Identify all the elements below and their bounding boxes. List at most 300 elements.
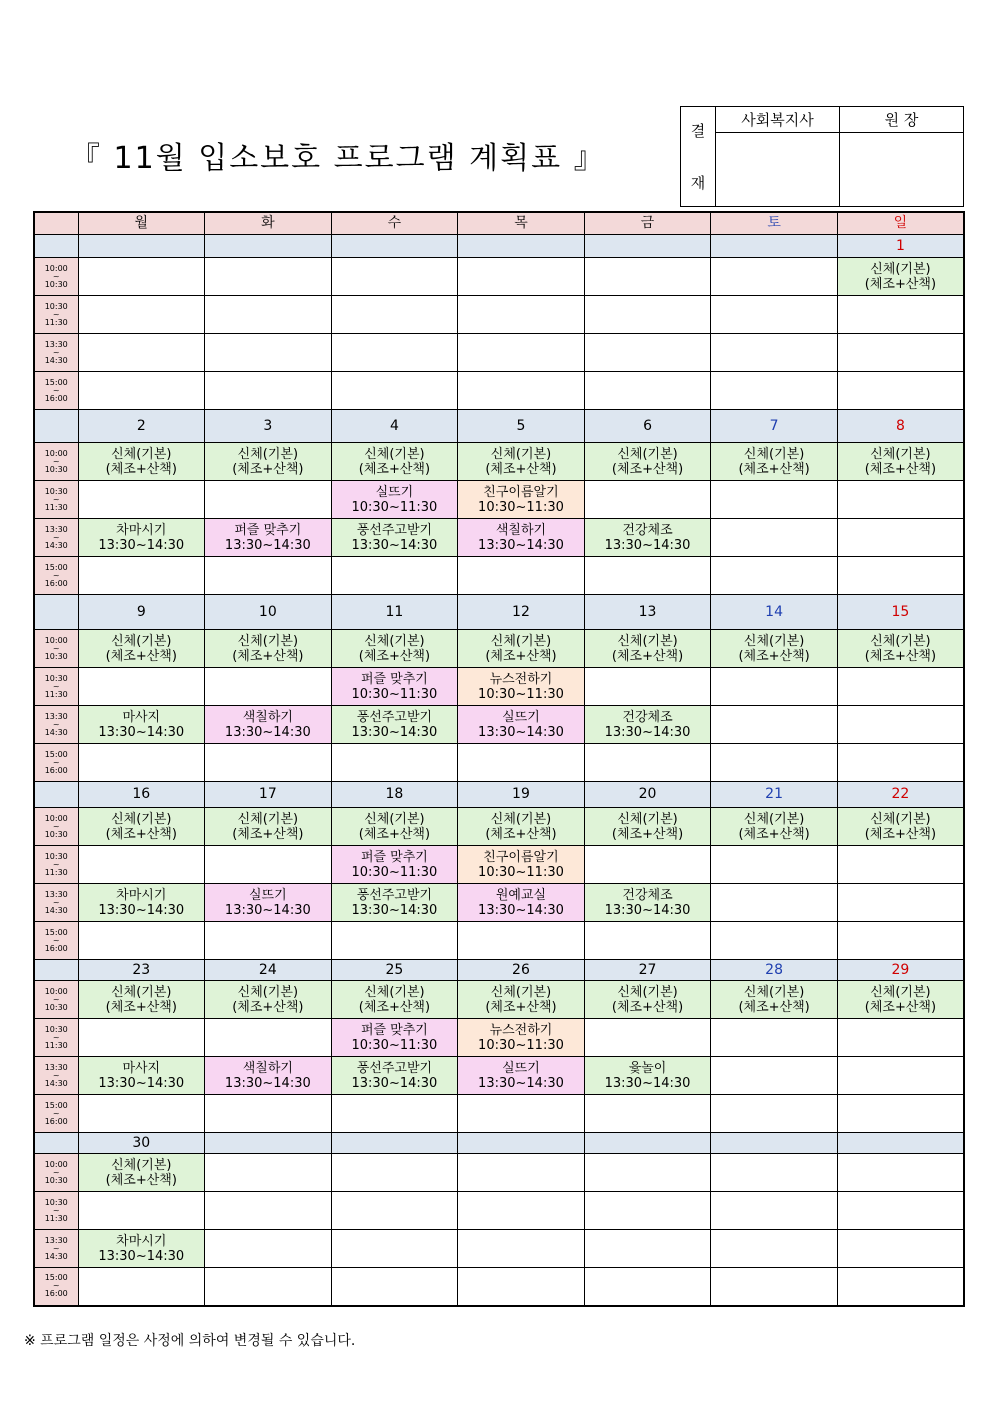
- empty-cell[interactable]: [205, 481, 332, 519]
- empty-cell[interactable]: [331, 296, 458, 334]
- program-cell[interactable]: [458, 1057, 585, 1095]
- empty-cell[interactable]: [331, 1095, 458, 1133]
- program-detail: 13:30~14:30: [351, 724, 438, 740]
- time-slot-label: [34, 1019, 78, 1057]
- time-slot-part: ~: [52, 897, 60, 907]
- time-slot-row: [34, 557, 964, 595]
- empty-cell[interactable]: [78, 557, 205, 595]
- time-slot-part: 10:30: [44, 486, 68, 496]
- empty-cell[interactable]: [78, 258, 205, 296]
- empty-cell[interactable]: [837, 372, 964, 410]
- approval-sign-social-worker[interactable]: [716, 133, 840, 207]
- program-detail: 13:30~14:30: [98, 537, 185, 553]
- empty-cell[interactable]: [584, 296, 711, 334]
- empty-cell[interactable]: [837, 668, 964, 706]
- program-detail: (체조+산책): [864, 648, 937, 664]
- program-cell[interactable]: [711, 808, 838, 846]
- empty-cell[interactable]: [78, 846, 205, 884]
- date-cell: [837, 1133, 964, 1154]
- empty-cell[interactable]: [711, 1192, 838, 1230]
- program-detail: (체조+산책): [864, 999, 937, 1015]
- time-slot-part: 14:30: [44, 727, 68, 737]
- program-cell[interactable]: [711, 981, 838, 1019]
- empty-cell[interactable]: [837, 481, 964, 519]
- time-slot-part: 10:30: [44, 1197, 68, 1207]
- empty-cell[interactable]: [837, 519, 964, 557]
- time-slot-label: [34, 1154, 78, 1192]
- empty-cell[interactable]: [458, 1268, 585, 1306]
- empty-cell[interactable]: [711, 481, 838, 519]
- date-cell: 5: [458, 410, 585, 443]
- date-row: [34, 595, 964, 630]
- time-slot-row: [34, 1019, 964, 1057]
- date-cell: 7: [711, 410, 838, 443]
- empty-cell[interactable]: [584, 557, 711, 595]
- time-slot-part: 15:00: [44, 749, 68, 759]
- empty-cell[interactable]: [205, 1095, 332, 1133]
- empty-cell[interactable]: [78, 372, 205, 410]
- program-cell[interactable]: [584, 443, 711, 481]
- time-slot-part: ~: [52, 1032, 60, 1042]
- time-slot-part: ~: [52, 532, 60, 542]
- time-slot-part: 11:30: [44, 502, 68, 512]
- program-detail: (체조+산책): [232, 999, 304, 1015]
- program-cell[interactable]: [205, 443, 332, 481]
- program-detail: 13:30~14:30: [351, 902, 438, 918]
- program-name: 신체(기본): [743, 633, 805, 649]
- program-name: 신체(기본): [870, 261, 931, 277]
- program-cell[interactable]: [331, 443, 458, 481]
- program-cell[interactable]: [584, 808, 711, 846]
- program-name: 신체(기본): [111, 633, 172, 649]
- empty-cell[interactable]: [205, 372, 332, 410]
- empty-cell[interactable]: [584, 481, 711, 519]
- time-slot-part: 10:30: [44, 829, 68, 839]
- empty-cell[interactable]: [711, 744, 838, 782]
- empty-cell[interactable]: [78, 922, 205, 960]
- empty-cell[interactable]: [205, 1230, 332, 1268]
- weekday-header: 금: [584, 212, 711, 235]
- empty-cell[interactable]: [205, 296, 332, 334]
- empty-cell[interactable]: [837, 922, 964, 960]
- time-slot-part: 10:30: [44, 1002, 68, 1012]
- program-detail: 13:30~14:30: [98, 902, 185, 918]
- program-cell[interactable]: [205, 808, 332, 846]
- time-slot-part: 10:00: [44, 813, 68, 823]
- program-cell[interactable]: [331, 1057, 458, 1095]
- program-cell[interactable]: [331, 519, 458, 557]
- empty-cell[interactable]: [78, 1095, 205, 1133]
- time-slot-part: 13:30: [44, 524, 68, 534]
- empty-cell[interactable]: [78, 481, 205, 519]
- program-cell[interactable]: [78, 1057, 205, 1095]
- empty-cell[interactable]: [458, 258, 585, 296]
- date-cell: [331, 235, 458, 258]
- empty-cell[interactable]: [711, 519, 838, 557]
- program-name: 신체(기본): [617, 984, 678, 1000]
- empty-cell[interactable]: [78, 1019, 205, 1057]
- empty-cell[interactable]: [711, 1095, 838, 1133]
- empty-cell[interactable]: [837, 557, 964, 595]
- empty-cell[interactable]: [837, 846, 964, 884]
- date-cell: 9: [78, 595, 205, 630]
- program-cell[interactable]: [458, 808, 585, 846]
- empty-cell[interactable]: [331, 557, 458, 595]
- time-slot-part: 13:30: [44, 1062, 68, 1072]
- program-cell[interactable]: [458, 481, 585, 519]
- program-detail: (체조+산책): [738, 999, 810, 1015]
- empty-cell[interactable]: [458, 557, 585, 595]
- empty-cell[interactable]: [584, 922, 711, 960]
- program-cell[interactable]: [837, 981, 964, 1019]
- date-cell: [711, 1133, 838, 1154]
- empty-cell[interactable]: [711, 258, 838, 296]
- program-cell[interactable]: [331, 706, 458, 744]
- empty-cell[interactable]: [711, 296, 838, 334]
- program-detail: 10:30~11:30: [351, 1037, 438, 1053]
- time-slot-part: ~: [52, 494, 60, 504]
- time-slot-label: [34, 1057, 78, 1095]
- time-slot-part: 10:30: [44, 301, 68, 311]
- empty-cell[interactable]: [458, 1154, 585, 1192]
- time-slot-row: [34, 1230, 964, 1268]
- program-name: 실뜨기: [375, 484, 414, 500]
- program-cell[interactable]: [584, 519, 711, 557]
- empty-cell[interactable]: [458, 296, 585, 334]
- empty-cell[interactable]: [711, 1154, 838, 1192]
- program-detail: (체조+산책): [611, 461, 684, 477]
- program-cell[interactable]: [78, 630, 205, 668]
- empty-cell[interactable]: [205, 922, 332, 960]
- empty-cell[interactable]: [711, 372, 838, 410]
- program-cell[interactable]: [458, 884, 585, 922]
- empty-cell[interactable]: [584, 1230, 711, 1268]
- program-name: 신체(기본): [364, 811, 425, 827]
- empty-cell[interactable]: [584, 744, 711, 782]
- program-detail: 10:30~11:30: [478, 1037, 564, 1053]
- program-cell[interactable]: [78, 519, 205, 557]
- program-detail: (체조+산책): [485, 648, 557, 664]
- time-slot-label: [34, 258, 78, 296]
- program-cell[interactable]: [458, 443, 585, 481]
- program-cell[interactable]: [331, 808, 458, 846]
- program-cell[interactable]: [205, 630, 332, 668]
- empty-cell[interactable]: [78, 1192, 205, 1230]
- program-detail: (체조+산책): [105, 999, 177, 1015]
- program-cell[interactable]: [837, 443, 964, 481]
- empty-cell[interactable]: [78, 744, 205, 782]
- date-cell: 10: [205, 595, 332, 630]
- empty-cell[interactable]: [584, 1154, 711, 1192]
- program-name: 차마시기: [116, 1233, 167, 1249]
- empty-cell[interactable]: [837, 1230, 964, 1268]
- program-cell[interactable]: [78, 1154, 205, 1192]
- program-name: 신체(기본): [111, 446, 172, 462]
- program-detail: (체조+산책): [105, 826, 177, 842]
- time-slot-part: ~: [52, 643, 60, 653]
- empty-cell[interactable]: [711, 668, 838, 706]
- empty-cell[interactable]: [458, 1192, 585, 1230]
- time-slot-row: [34, 1192, 964, 1230]
- empty-cell[interactable]: [205, 1019, 332, 1057]
- program-name: 신체(기본): [490, 633, 552, 649]
- program-detail: 13:30~14:30: [604, 537, 691, 553]
- empty-cell[interactable]: [837, 296, 964, 334]
- time-slot-row: [34, 630, 964, 668]
- empty-cell[interactable]: [837, 1095, 964, 1133]
- time-slot-label: [34, 443, 78, 481]
- empty-cell[interactable]: [584, 1192, 711, 1230]
- date-cell: [205, 1133, 332, 1154]
- empty-cell[interactable]: [711, 884, 838, 922]
- empty-cell[interactable]: [711, 1057, 838, 1095]
- program-name: 퍼즐 맞추기: [234, 522, 302, 538]
- time-slot-row: [34, 296, 964, 334]
- empty-cell[interactable]: [458, 1095, 585, 1133]
- empty-cell[interactable]: [837, 744, 964, 782]
- program-detail: (체조+산책): [485, 826, 557, 842]
- time-slot-row: [34, 372, 964, 410]
- program-cell[interactable]: [458, 668, 585, 706]
- program-name: 신체(기본): [237, 633, 299, 649]
- time-slot-part: ~: [52, 1070, 60, 1080]
- date-row: [34, 235, 964, 258]
- program-cell[interactable]: [837, 258, 964, 296]
- program-cell[interactable]: [584, 706, 711, 744]
- program-cell[interactable]: [205, 706, 332, 744]
- empty-cell[interactable]: [711, 1268, 838, 1306]
- program-cell[interactable]: [78, 808, 205, 846]
- program-name: 신체(기본): [111, 1157, 172, 1173]
- program-name: 친구이름알기: [483, 484, 559, 500]
- program-detail: (체조+산책): [358, 826, 431, 842]
- date-cell: [458, 1133, 585, 1154]
- empty-cell[interactable]: [331, 258, 458, 296]
- empty-cell[interactable]: [205, 557, 332, 595]
- program-cell[interactable]: [331, 846, 458, 884]
- program-cell[interactable]: [458, 706, 585, 744]
- time-slot-label: [34, 981, 78, 1019]
- program-cell[interactable]: [205, 1057, 332, 1095]
- empty-cell[interactable]: [331, 372, 458, 410]
- program-name: 신체(기본): [617, 446, 678, 462]
- program-name: 신체(기본): [617, 633, 678, 649]
- empty-cell[interactable]: [78, 296, 205, 334]
- empty-cell[interactable]: [458, 334, 585, 372]
- empty-cell[interactable]: [331, 922, 458, 960]
- weekday-header: 월: [78, 212, 205, 235]
- program-cell[interactable]: [458, 630, 585, 668]
- time-slot-part: ~: [52, 271, 60, 281]
- time-slot-row: [34, 922, 964, 960]
- empty-cell[interactable]: [458, 1230, 585, 1268]
- program-cell[interactable]: [584, 884, 711, 922]
- program-name: 건강체조: [622, 887, 673, 903]
- program-cell[interactable]: [584, 630, 711, 668]
- date-row: [34, 960, 964, 981]
- program-cell[interactable]: [584, 981, 711, 1019]
- empty-cell[interactable]: [458, 922, 585, 960]
- empty-cell[interactable]: [331, 1268, 458, 1306]
- empty-cell[interactable]: [584, 1019, 711, 1057]
- program-cell[interactable]: [331, 1019, 458, 1057]
- time-slot-part: ~: [52, 1167, 60, 1177]
- program-cell[interactable]: [331, 884, 458, 922]
- program-cell[interactable]: [78, 706, 205, 744]
- program-name: 풍선주고받기: [356, 1060, 433, 1076]
- program-detail: 13:30~14:30: [478, 1075, 564, 1091]
- empty-cell[interactable]: [711, 1019, 838, 1057]
- empty-cell[interactable]: [711, 706, 838, 744]
- empty-cell[interactable]: [711, 846, 838, 884]
- empty-cell[interactable]: [205, 258, 332, 296]
- empty-cell[interactable]: [205, 846, 332, 884]
- date-cell: [205, 235, 332, 258]
- program-cell[interactable]: [78, 1230, 205, 1268]
- program-detail: (체조+산책): [611, 999, 684, 1015]
- time-slot-part: 13:30: [44, 711, 68, 721]
- program-cell[interactable]: [458, 1019, 585, 1057]
- empty-cell[interactable]: [837, 706, 964, 744]
- time-slot-part: ~: [52, 1243, 60, 1253]
- empty-cell[interactable]: [711, 1230, 838, 1268]
- program-detail: 13:30~14:30: [351, 1075, 438, 1091]
- approval-box: [680, 106, 964, 207]
- date-row-lead: [34, 595, 78, 630]
- empty-cell[interactable]: [331, 1192, 458, 1230]
- empty-cell[interactable]: [331, 1154, 458, 1192]
- program-name: 퍼즐 맞추기: [360, 849, 428, 865]
- approval-label-2: 재: [690, 173, 706, 192]
- empty-cell[interactable]: [584, 668, 711, 706]
- program-cell[interactable]: [331, 481, 458, 519]
- date-cell: 1: [837, 235, 964, 258]
- program-name: 신체(기본): [490, 984, 552, 1000]
- program-detail: (체조+산책): [738, 826, 810, 842]
- program-name: 풍선주고받기: [356, 522, 433, 538]
- program-cell[interactable]: [711, 630, 838, 668]
- program-name: 실뜨기: [502, 1060, 540, 1076]
- weekday-header: 일: [837, 212, 964, 235]
- date-cell: [584, 235, 711, 258]
- empty-cell[interactable]: [331, 334, 458, 372]
- empty-cell[interactable]: [584, 1268, 711, 1306]
- empty-cell[interactable]: [78, 1268, 205, 1306]
- program-cell[interactable]: [78, 443, 205, 481]
- empty-cell[interactable]: [205, 744, 332, 782]
- empty-cell[interactable]: [711, 334, 838, 372]
- empty-cell[interactable]: [205, 668, 332, 706]
- empty-cell[interactable]: [205, 1154, 332, 1192]
- empty-cell[interactable]: [837, 1154, 964, 1192]
- program-cell[interactable]: [458, 519, 585, 557]
- empty-cell[interactable]: [78, 334, 205, 372]
- date-cell: 19: [458, 782, 585, 808]
- program-name: 건강체조: [622, 522, 673, 538]
- time-slot-row: [34, 334, 964, 372]
- empty-cell[interactable]: [837, 1268, 964, 1306]
- time-slot-row: [34, 706, 964, 744]
- program-cell[interactable]: [331, 668, 458, 706]
- program-name: 신체(기본): [870, 984, 931, 1000]
- empty-cell[interactable]: [711, 557, 838, 595]
- program-cell[interactable]: [837, 630, 964, 668]
- time-slot-row: [34, 846, 964, 884]
- date-cell: 25: [331, 960, 458, 981]
- empty-cell[interactable]: [837, 1019, 964, 1057]
- program-detail: (체조+산책): [485, 999, 557, 1015]
- empty-cell[interactable]: [331, 1230, 458, 1268]
- program-cell[interactable]: [331, 981, 458, 1019]
- empty-cell[interactable]: [837, 334, 964, 372]
- program-cell[interactable]: [205, 981, 332, 1019]
- time-slot-part: 14:30: [44, 905, 68, 915]
- empty-cell[interactable]: [584, 334, 711, 372]
- empty-cell[interactable]: [205, 1192, 332, 1230]
- program-cell[interactable]: [711, 443, 838, 481]
- program-name: 색칠하기: [495, 522, 547, 538]
- program-cell[interactable]: [458, 981, 585, 1019]
- program-detail: (체조+산책): [738, 648, 810, 664]
- empty-cell[interactable]: [837, 1192, 964, 1230]
- program-cell[interactable]: [584, 1057, 711, 1095]
- empty-cell[interactable]: [331, 744, 458, 782]
- empty-cell[interactable]: [584, 846, 711, 884]
- empty-cell[interactable]: [458, 372, 585, 410]
- approval-label: [681, 107, 716, 207]
- empty-cell[interactable]: [78, 668, 205, 706]
- program-cell[interactable]: [205, 884, 332, 922]
- date-cell: 2: [78, 410, 205, 443]
- date-cell: 14: [711, 595, 838, 630]
- program-cell[interactable]: [837, 808, 964, 846]
- program-detail: 13:30~14:30: [604, 902, 691, 918]
- weekday-header-row: [34, 212, 964, 235]
- time-slot-row: [34, 1095, 964, 1133]
- time-slot-part: 14:30: [44, 355, 68, 365]
- program-cell[interactable]: [205, 519, 332, 557]
- time-slot-part: ~: [52, 719, 60, 729]
- empty-cell[interactable]: [837, 884, 964, 922]
- program-detail: (체조+산책): [358, 648, 431, 664]
- time-slot-label: [34, 630, 78, 668]
- program-detail: (체조+산책): [358, 999, 431, 1015]
- program-name: 신체(기본): [743, 446, 805, 462]
- empty-cell[interactable]: [458, 744, 585, 782]
- program-cell[interactable]: [331, 630, 458, 668]
- program-cell[interactable]: [458, 846, 585, 884]
- date-row-lead: [34, 235, 78, 258]
- empty-cell[interactable]: [584, 258, 711, 296]
- empty-cell[interactable]: [584, 1095, 711, 1133]
- program-cell[interactable]: [78, 884, 205, 922]
- program-name: 차마시기: [116, 522, 167, 538]
- time-slot-label: [34, 744, 78, 782]
- empty-cell[interactable]: [205, 334, 332, 372]
- date-cell: [78, 235, 205, 258]
- empty-cell[interactable]: [711, 922, 838, 960]
- empty-cell[interactable]: [205, 1268, 332, 1306]
- approval-sign-director[interactable]: [840, 133, 964, 207]
- date-cell: 28: [711, 960, 838, 981]
- time-slot-row: [34, 1268, 964, 1306]
- program-detail: 13:30~14:30: [351, 537, 438, 553]
- time-slot-row: [34, 1057, 964, 1095]
- empty-cell[interactable]: [584, 372, 711, 410]
- program-name: 차마시기: [116, 887, 167, 903]
- program-cell[interactable]: [78, 981, 205, 1019]
- empty-cell[interactable]: [837, 1057, 964, 1095]
